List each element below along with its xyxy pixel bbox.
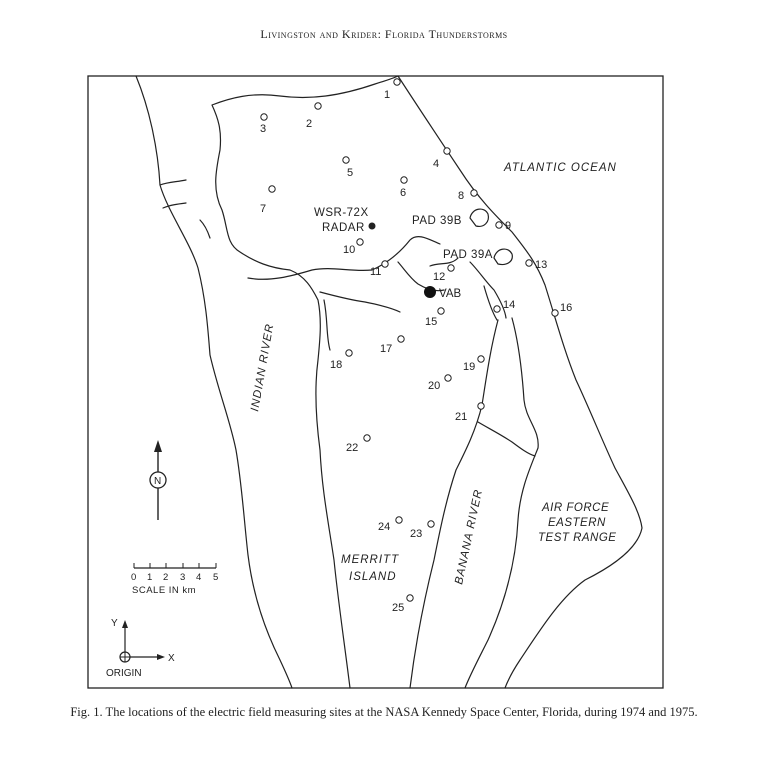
site-label: 23 [410,528,423,540]
pad-39b-label: PAD 39B [412,215,462,227]
air-force-label-line3: TEST RANGE [538,532,617,544]
site-16-marker [552,310,558,316]
merritt-island-label-line2: ISLAND [349,571,397,583]
site-8-marker [471,190,477,196]
x-axis-label: X [168,653,175,664]
site-17-marker [398,336,404,342]
scale-tick-label: 3 [180,572,186,583]
site-label: 12 [433,271,446,283]
site-10-marker [357,239,363,245]
site-label: 13 [535,259,548,271]
site-1-marker [394,79,400,85]
site-markers [261,79,558,601]
north-lagoon-shore [248,237,440,280]
pad-39a-outline [494,249,512,264]
air-force-label-line1: AIR FORCE [542,502,610,514]
site-14-marker [494,306,500,312]
scale-bar [131,563,218,596]
mainland-shore [136,76,292,688]
site-15-marker [438,308,444,314]
site-label: 20 [428,380,441,392]
site-4-marker [444,148,450,154]
site-25-marker [407,595,413,601]
site-6-marker [401,177,407,183]
pad-39a-label: PAD 39A [443,249,493,261]
atlantic-ocean-label: ATLANTIC OCEAN [504,162,617,174]
scale-tick-label: 1 [147,572,153,583]
north-arrow [150,440,166,520]
site-label: 10 [343,244,356,256]
site-label: 25 [392,602,405,614]
site-label: 21 [455,411,468,423]
site-label: 9 [505,220,512,232]
origin-axes [106,618,175,679]
scale-tick-label: 0 [131,572,137,583]
vab-marker [424,286,436,298]
site-label: 7 [260,203,267,215]
site-3-marker [261,114,267,120]
site-21-marker [478,403,484,409]
site-12-marker [448,265,454,271]
site-label: 19 [463,361,476,373]
site-label: 1 [384,89,391,101]
vab-label: VAB [439,288,462,300]
banana-river-west [410,320,498,688]
site-label: 22 [346,442,359,454]
banana-island-sliver [478,422,535,456]
scale-tick-label: 2 [163,572,169,583]
origin-label: ORIGIN [106,668,142,679]
site-label: 11 [370,266,382,278]
radar-marker [369,223,376,230]
scale-caption: SCALE IN km [132,585,197,596]
radar-label-line2: RADAR [322,222,365,234]
site-19-marker [478,356,484,362]
vab-channels [320,258,506,320]
scale-tick-label: 4 [196,572,202,583]
radar-label-line1: WSR-72X [314,207,369,219]
site-24-marker [396,517,402,523]
merritt-west-shore [212,76,398,688]
site-18-marker [346,350,352,356]
site-label: 16 [560,302,573,314]
site-20-marker [445,375,451,381]
running-header: Livingston and Krider: Florida Thunderstorms [260,27,508,41]
site-13-marker [526,260,532,266]
site-label: 5 [347,167,354,179]
site-label: 15 [425,316,438,328]
site-label: 17 [380,343,393,355]
site-23-marker [428,521,434,527]
pad-39b-outline [470,209,488,226]
site-11-marker [382,261,388,267]
site-label: 18 [330,359,343,371]
y-axis-label: Y [111,618,118,629]
figure-caption: Fig. 1. The locations of the electric field measuring sites at the NASA Kennedy Space Center, Florida, during 1974 and 1975. [70,705,698,719]
scale-tick-label: 5 [213,572,219,583]
site-7-marker [269,186,275,192]
banana-river-label: BANANA RIVER [453,488,486,586]
air-force-label-line2: EASTERN [548,517,606,529]
site-label: 14 [503,299,516,311]
site-label: 8 [458,190,465,202]
site-label: 4 [433,158,440,170]
indian-river-label: INDIAN RIVER [249,322,277,413]
site-label: 6 [400,187,407,199]
north-label: N [154,476,162,487]
merritt-island-label-line1: MERRITT [341,554,400,566]
site-label: 2 [306,118,313,130]
site-22-marker [364,435,370,441]
site-5-marker [343,157,349,163]
site-label: 24 [378,521,391,533]
site-label: 3 [260,123,267,135]
site-9-marker [496,222,502,228]
site-2-marker [315,103,321,109]
river-mouth-west [160,180,210,238]
indian-island-sliver [324,300,330,350]
